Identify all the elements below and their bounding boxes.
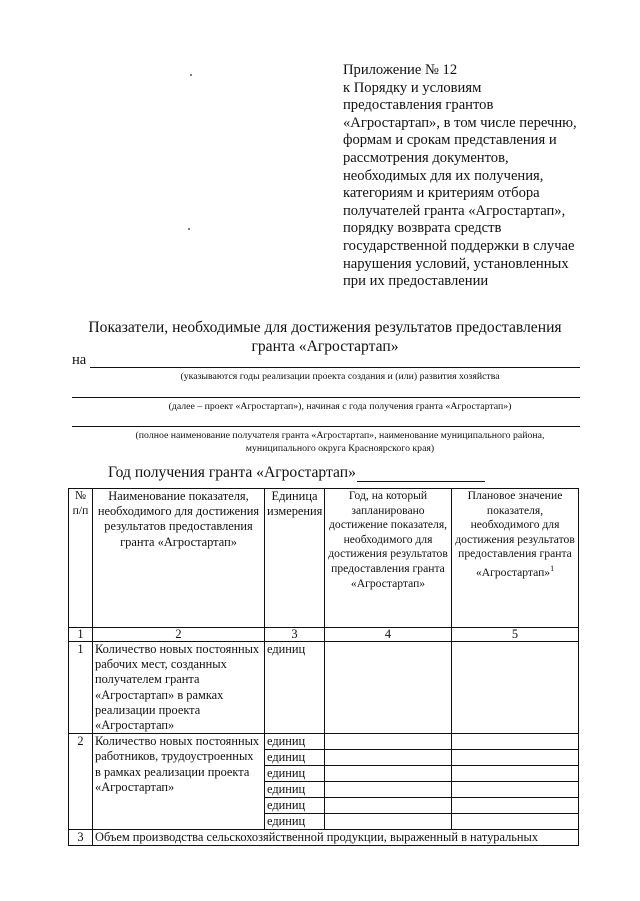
appendix-line: необходимых для их получения, — [343, 167, 544, 184]
appendix-line: государственной поддержки в случае — [343, 237, 575, 254]
header-unit: Единица измерения — [265, 489, 325, 628]
appendix-line: предоставления грантов — [343, 97, 494, 114]
column-number: 5 — [452, 628, 579, 642]
title-line-2: гранта «Агростартап» — [251, 338, 399, 355]
row-year-cell[interactable] — [325, 750, 452, 766]
footnote-mark: 1 — [550, 563, 555, 573]
note-recipient-line-2: муниципального округа Красноярского края) — [245, 443, 435, 454]
title-line-1: Показатели, необходимые для достижения результатов предоставления — [88, 319, 562, 336]
row-name: Количество новых постоянных работников, трудоустроенных в рамках реализации проекта «Агростартап» — [93, 734, 265, 830]
row-unit: единиц — [265, 814, 325, 830]
appendix-heading — [343, 62, 603, 291]
header-plan-text: Плановое значение показателя, необходимого для достижения результатов предоставления гранта «Агростартап» — [455, 489, 575, 579]
fill-line-years[interactable] — [90, 367, 580, 368]
note-recipient-line-1: (полное наименование получателя гранта «Агростартап», наименование муниципального района, — [135, 430, 545, 441]
row-plan-cell[interactable] — [452, 798, 579, 814]
appendix-line: порядку возврата средств — [343, 220, 502, 237]
grant-year-field[interactable] — [357, 481, 485, 482]
column-number-row — [69, 628, 579, 642]
column-number: 4 — [325, 628, 452, 642]
grant-year-label: Год получения гранта «Агростартап» — [108, 464, 356, 481]
appendix-line: категориям и критериям отбора — [343, 185, 540, 202]
table-row — [69, 642, 579, 734]
table-row — [69, 734, 579, 750]
row-plan-cell[interactable] — [452, 782, 579, 798]
column-number: 2 — [93, 628, 265, 642]
appendix-line: нарушения условий, установленных — [343, 255, 569, 272]
row-name: Объем производства сельскохозяйственной продукции, выраженный в натуральных — [93, 830, 579, 846]
row-unit: единиц — [265, 766, 325, 782]
row-plan-cell[interactable] — [452, 734, 579, 750]
appendix-line: рассмотрения документов, — [343, 149, 509, 166]
row-year-cell[interactable] — [325, 798, 452, 814]
row-plan-cell[interactable] — [452, 750, 579, 766]
row-unit: единиц — [265, 798, 325, 814]
row-year-cell[interactable] — [325, 642, 452, 734]
scan-speck — [188, 228, 190, 230]
row-year-cell[interactable] — [325, 766, 452, 782]
note-years: (указываются годы реализации проекта создания и (или) развития хозяйства — [180, 371, 500, 382]
appendix-line: к Порядку и условиям — [343, 79, 482, 96]
column-number: 3 — [265, 628, 325, 642]
row-unit: единиц — [265, 642, 325, 734]
header-plan — [452, 489, 579, 628]
row-plan-cell[interactable] — [452, 642, 579, 734]
appendix-line: при их предоставлении — [343, 273, 489, 290]
header-num: № п/п — [69, 489, 93, 628]
row-num: 3 — [69, 830, 93, 846]
row-unit: единиц — [265, 750, 325, 766]
appendix-line: формам и срокам представления и — [343, 132, 557, 149]
row-plan-cell[interactable] — [452, 814, 579, 830]
header-name: Наименование показателя, необходимого для достижения результатов предоставления гранта «Агростартап» — [93, 489, 265, 628]
column-number: 1 — [69, 628, 93, 642]
row-num: 1 — [69, 642, 93, 734]
indicators-table — [68, 488, 579, 846]
appendix-line: «Агростартап», в том числе перечню, — [343, 114, 577, 131]
row-year-cell[interactable] — [325, 782, 452, 798]
row-year-cell[interactable] — [325, 814, 452, 830]
row-plan-cell[interactable] — [452, 766, 579, 782]
na-label: на — [72, 352, 87, 368]
appendix-line: получателей гранта «Агростартап», — [343, 202, 566, 219]
appendix-line: Приложение № 12 — [343, 62, 458, 78]
row-unit: единиц — [265, 734, 325, 750]
note-recipient — [60, 429, 620, 455]
row-num: 2 — [69, 734, 93, 830]
fill-line-recipient[interactable] — [72, 426, 580, 427]
row-unit: единиц — [265, 782, 325, 798]
row-year-cell[interactable] — [325, 734, 452, 750]
fill-line-years-continued[interactable] — [72, 397, 580, 398]
document-title — [60, 318, 590, 356]
scan-speck — [190, 74, 192, 76]
note-project: (далее – проект «Агростартап»), начиная с года получения гранта «Агростартап») — [168, 401, 512, 412]
table-row — [69, 830, 579, 846]
row-name: Количество новых постоянных рабочих мест, созданных получателем гранта «Агростартап» в рамках реализации проекта «Агростартап» — [93, 642, 265, 734]
header-year: Год, на который запланировано достижение показателя, необходимого для достижения результатов предоставления гранта «Агростартап» — [325, 489, 452, 628]
table-header-row — [69, 489, 579, 628]
